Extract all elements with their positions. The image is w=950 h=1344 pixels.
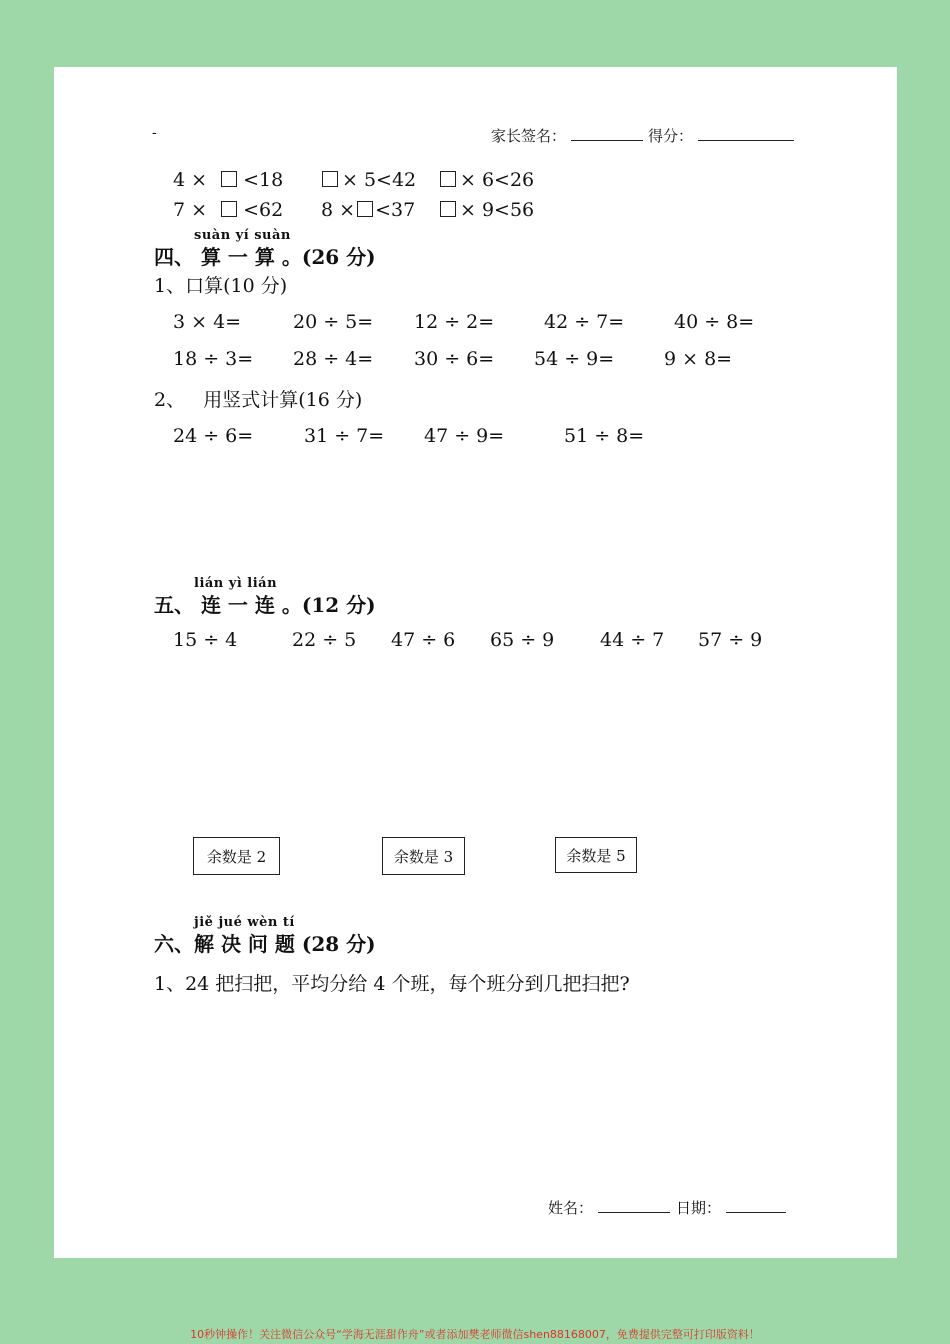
oral-expr: 40 ÷ 8= [674,311,755,333]
promo-banner: 10秒钟操作！关注微信公众号“学海无涯甜作舟”或者添加樊老师微信shen88168007，免费提供完整可打印版资料！ [190,1328,760,1341]
parent-signature-field [491,125,643,146]
inequality-text: × 6<26 [460,169,535,191]
oral-expr: 12 ÷ 2= [414,311,495,333]
remainder-box[interactable]: 余数是 2 [193,837,280,875]
parent-signature-blank[interactable] [571,126,643,141]
answer-box[interactable] [221,171,237,187]
oral-expr: 3 × 4= [173,311,242,333]
match-expr[interactable]: 47 ÷ 6 [391,629,456,651]
answer-box[interactable] [322,171,338,187]
inequality-text: 7 × [173,199,208,221]
section6-pinyin: jiě jué wèn tí [194,915,295,930]
inequality-3 [440,169,534,191]
section6-title: 六、解 决 问 题 (28 分) [154,932,376,956]
match-expr[interactable]: 57 ÷ 9 [698,629,763,651]
answer-box[interactable] [440,171,456,187]
section4-sub1: 1、口算(10 分) [154,275,288,297]
section4-pinyin: suàn yí suàn [194,228,291,243]
vertical-expr: 51 ÷ 8= [564,425,645,447]
section4-title: 四、 算 一 算 。(26 分) [154,245,376,269]
parent-signature-label: 家长签名： [491,127,567,145]
inequality-text: <62 [243,199,284,221]
worksheet-page [54,67,897,1258]
remainder-box[interactable]: 余数是 3 [382,837,465,875]
section4-sub2: 2、 用竖式计算(16 分) [154,389,363,411]
inequality-2 [322,169,416,191]
remainder-box[interactable]: 余数是 5 [555,837,637,873]
match-expr[interactable]: 22 ÷ 5 [292,629,357,651]
oral-expr: 9 × 8= [664,348,733,370]
score-blank[interactable] [698,126,794,141]
inequality-text: × 9<56 [460,199,535,221]
answer-box[interactable] [221,201,237,217]
inequality-text: × 5<42 [342,169,417,191]
inequality-text: <18 [243,169,284,191]
oral-expr: 18 ÷ 3= [173,348,254,370]
oral-expr: 30 ÷ 6= [414,348,495,370]
answer-box[interactable] [357,201,373,217]
section5-title: 五、 连 一 连 。(12 分) [154,593,376,617]
score-field [648,125,794,146]
score-label: 得分： [648,127,694,145]
oral-expr: 28 ÷ 4= [293,348,374,370]
inequality-4 [173,199,283,221]
problem-1: 1、24 把扫把，平均分给 4 个班，每个班分到几把扫把? [154,973,630,995]
inequality-text: 4 × [173,169,208,191]
match-expr[interactable]: 65 ÷ 9 [490,629,555,651]
match-expr[interactable]: 44 ÷ 7 [600,629,665,651]
date-label: 日期： [676,1199,722,1217]
inequality-text: 8 × [321,199,356,221]
oral-expr: 20 ÷ 5= [293,311,374,333]
date-field [676,1197,786,1218]
inequality-5 [321,199,415,221]
inequality-6 [440,199,534,221]
name-label: 姓名： [548,1199,594,1217]
oral-expr: 42 ÷ 7= [544,311,625,333]
date-blank[interactable] [726,1198,786,1213]
inequality-1 [173,169,283,191]
oral-expr: 54 ÷ 9= [534,348,615,370]
answer-box[interactable] [440,201,456,217]
vertical-expr: 31 ÷ 7= [304,425,385,447]
section5-pinyin: lián yì lián [194,576,278,591]
inequality-text: <37 [375,199,416,221]
match-expr[interactable]: 15 ÷ 4 [173,629,238,651]
vertical-expr: 47 ÷ 9= [424,425,505,447]
vertical-expr: 24 ÷ 6= [173,425,254,447]
name-field [548,1197,670,1218]
name-blank[interactable] [598,1198,670,1213]
header-dot: - [152,125,157,141]
